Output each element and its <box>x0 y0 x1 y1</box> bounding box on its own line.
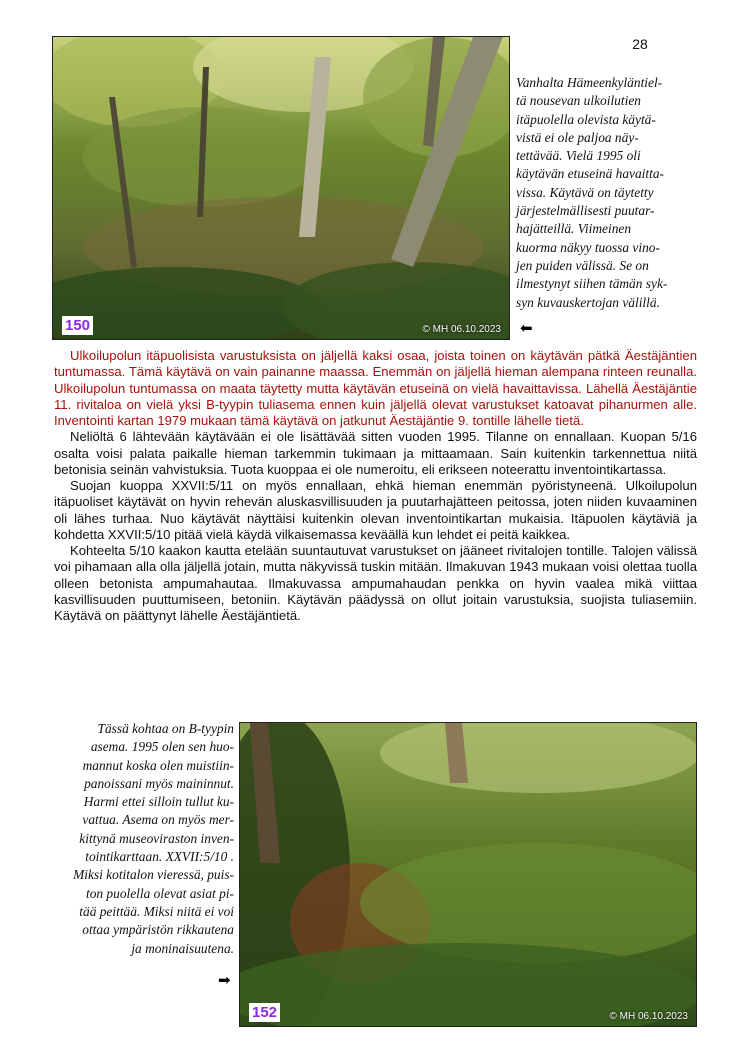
caption-line: vissa. Käytävä on täytetty <box>516 184 654 200</box>
caption-line: kuorma näkyy tuossa vino- <box>516 239 660 255</box>
arrow-left-icon: ⬅ <box>520 319 533 337</box>
caption-line: tä nousevan ulkoilutien <box>516 93 641 109</box>
forest-photo-150 <box>52 36 510 340</box>
photo-credit: © MH 06.10.2023 <box>609 1011 688 1022</box>
caption-line: vistä ei ole paljoa näy- <box>516 129 639 145</box>
forest-photo-152-image <box>240 723 696 1026</box>
photo-number: 152 <box>249 1003 280 1022</box>
paragraph: Suojan kuoppa XXVII:5/11 on myös ennallaan, ehkä hieman enemmän pyöristyneenä. Ulkoilupolun itäpuoliset käytävät on hyvin rehevän aluskasvillisuuden ja puutarhajätteen peitossa, joten niiden kuvaaminen oli lähes turhaa. Nuo käytävät näyttäisi kuitenkin olevan inventointikartan mukaisia. Itäpuolen käytäviä ja kohdetta XXVII:5/10 pitää vielä käydä vilkaisemassa keväällä kun lehdet ei peitä kaikkea. <box>54 478 697 542</box>
caption-line: Tässä kohtaa on B-tyypin <box>97 721 234 736</box>
caption-line: vattua. Asema on myös mer- <box>82 812 234 828</box>
caption-line: Miksi kotitalon vieressä, puis- <box>73 867 234 883</box>
caption-line: tointikarttaan. XXVII:5/10 . <box>85 849 234 865</box>
caption-line: tettävää. Vielä 1995 oli <box>516 148 641 164</box>
forest-photo-150-image <box>53 37 509 339</box>
caption-line: ja moninaisuutena. <box>131 940 234 956</box>
caption-line: itäpuolella olevista käytä- <box>516 111 656 127</box>
page-number: 28 <box>632 36 648 52</box>
caption-line: Harmi ettei silloin tullut ku- <box>83 794 234 810</box>
caption-line: panoissani myös maininnut. <box>84 775 234 791</box>
caption-line: kittynä museoviraston inven- <box>79 830 234 846</box>
caption-line: ton puolella olevat asiat pi- <box>85 885 234 901</box>
paragraph: Neliöltä 6 lähtevään käytävään ei ole lisättävää sitten vuoden 1995. Tilanne on ennallaan. Kuopan 5/16 osalta voisi palata paikalle hieman tarkemmin tukimaan ja mittaamaan. Sain kuitenkin tarkennettua niitä betonisia seinän vahvistuksia. Tuota kuoppaa ei ole numeroitu, eli erikseen noteerattu inventointikartassa. <box>54 429 697 477</box>
caption-line: mannut koska olen muistiin- <box>82 757 234 773</box>
caption-line: Vanhalta Hämeenkyläntiel- <box>516 75 663 90</box>
paragraph: Ulkoilupolun itäpuolisista varustuksista on jäljellä kaksi osaa, joista toinen on käytävän pätkä Äestäjäntien tuntumassa. Tämä käytävä on vain painanne maassa. Enemmän on jäljellä hieman alempana rinteen reunalla. Ulkoilupolun tuntumassa on maata täytetty mutta käytävän etuseinä on vielä havaittavissa. Lähellä Äestäjäntie 11. rivitaloa on vielä yksi B-tyypin tuliasema ennen kuin jäljellä olevat varustukset katoavat pihanurmen alle. Inventointi kartan 1979 mukaan tämä käytävä on jatkunut Äestäjäntie 9. tontille lähelle tietä. <box>54 348 697 428</box>
paragraph: Kohteelta 5/10 kaakon kautta etelään suuntautuvat varustukset on jääneet rivitalojen tontille. Talojen välissä voi pihamaan alla olla jäljellä jotain, mutta näkyvissä tuskin mitään. Ilmakuvan 1943 mukaan voisi olettaa tuolla olleen betonista ampumahautaa. Ilmakuvassa ampumahaudan penkka on hyvin vaalea mikä viittaa kasvillisuuden puuttumiseen, betoniin. Käytävän päädyssä on ollut joitain varustuksia, suojista tuliasemiin. Käytävä on päättynyt lähelle Äestäjäntietä. <box>54 543 697 623</box>
caption-line: ilmestynyt siihen tämän syk- <box>516 276 668 292</box>
caption-line: järjestelmällisesti puutar- <box>516 203 655 219</box>
photo-credit: © MH 06.10.2023 <box>422 324 501 335</box>
caption-line: ottaa ympäristön rikkautena <box>82 922 234 938</box>
forest-photo-152 <box>239 722 697 1027</box>
caption-line: asema. 1995 olen sen huo- <box>90 739 234 755</box>
photo-caption-152 <box>58 720 234 958</box>
caption-line: käytävän etuseinä havaitta- <box>516 166 664 182</box>
caption-line: syn kuvauskertojan välillä. <box>516 294 660 310</box>
caption-line: jen puiden välissä. Se on <box>516 257 649 273</box>
article-body <box>54 348 697 624</box>
arrow-right-icon: ➡ <box>218 971 231 989</box>
photo-caption-150 <box>516 74 694 312</box>
caption-line: hajätteillä. Viimeinen <box>516 221 632 237</box>
photo-number: 150 <box>62 316 93 335</box>
caption-line: tää peittää. Miksi niitä ei voi <box>79 903 234 919</box>
